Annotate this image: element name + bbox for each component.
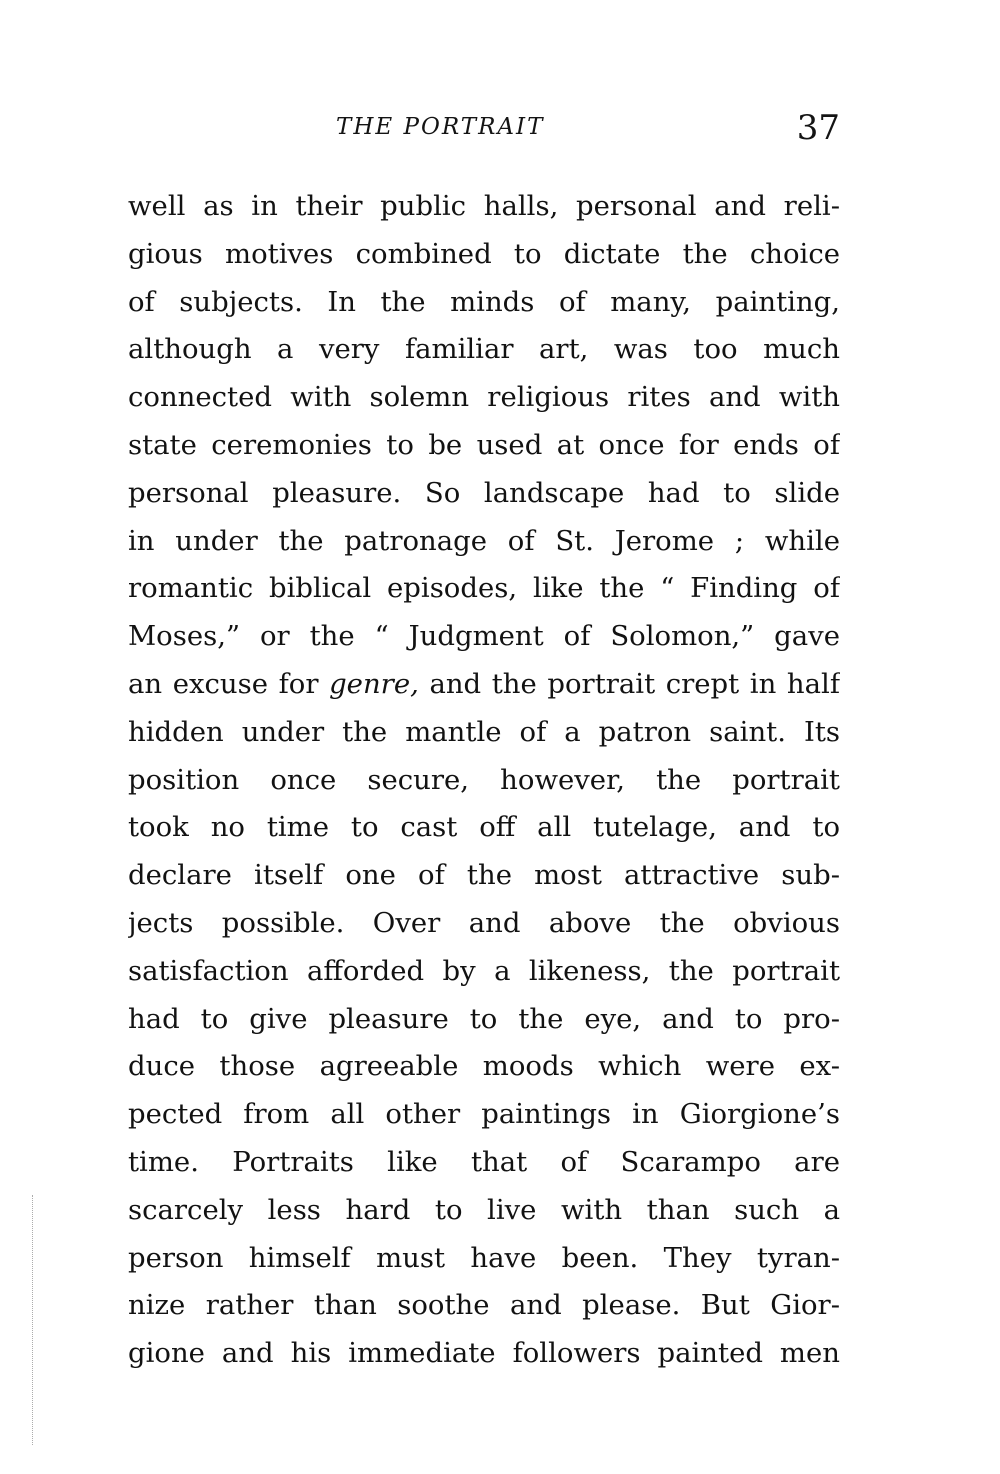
text-line: nize rather than soothe and please. But Gior- (128, 1289, 840, 1322)
page-number: 37 (796, 108, 840, 148)
body-text (128, 183, 840, 1378)
text-line: personal pleasure. So landscape had to slide (128, 476, 840, 509)
text-line: Moses,” or the “ Judgment of Solomon,” gave (128, 620, 840, 653)
scan-gutter-marks (32, 1195, 39, 1445)
text-line: hidden under the mantle of a patron saint. Its (128, 715, 840, 748)
text-line: well as in their public halls, personal and reli- (128, 190, 840, 222)
text-line: person himself must have been. They tyran- (128, 1241, 840, 1274)
chapter-title: THE PORTRAIT (336, 114, 545, 140)
text-line: connected with solemn religious rites and with (128, 381, 840, 414)
text-line: took no time to cast off all tutelage, and to (128, 811, 840, 844)
text-line: romantic biblical episodes, like the “ Finding of (128, 572, 840, 605)
text-line: jects possible. Over and above the obvious (128, 906, 840, 939)
text-line: had to give pleasure to the eye, and to pro- (128, 1002, 840, 1035)
text-line: time. Portraits like that of Scarampo are (128, 1145, 840, 1178)
text-line: pected from all other paintings in Giorgione’s (128, 1098, 840, 1131)
text-line: declare itself one of the most attractive sub- (128, 859, 840, 892)
text-line: position once secure, however, the portrait (128, 763, 840, 796)
italic-term: genre, (329, 667, 419, 700)
text-line: although a very familiar art, was too much (128, 333, 840, 366)
text-segment: an excuse for (128, 667, 330, 700)
text-line: gione and his immediate followers painted men (128, 1337, 840, 1370)
text-line: scarcely less hard to live with than such a (128, 1193, 840, 1226)
text-line-with-italic (128, 661, 840, 709)
text-line: of subjects. In the minds of many, painting, (128, 285, 840, 318)
text-segment: and the portrait crept in half (418, 667, 840, 700)
text-line: duce those agreeable moods which were ex- (128, 1050, 840, 1083)
text-line: state ceremonies to be used at once for ends of (128, 428, 840, 461)
running-head (128, 108, 840, 156)
text-line: gious motives combined to dictate the choice (128, 237, 840, 270)
text-line: in under the patronage of St. Jerome ; while (128, 524, 840, 557)
text-line: satisfaction afforded by a likeness, the portrait (128, 954, 840, 987)
